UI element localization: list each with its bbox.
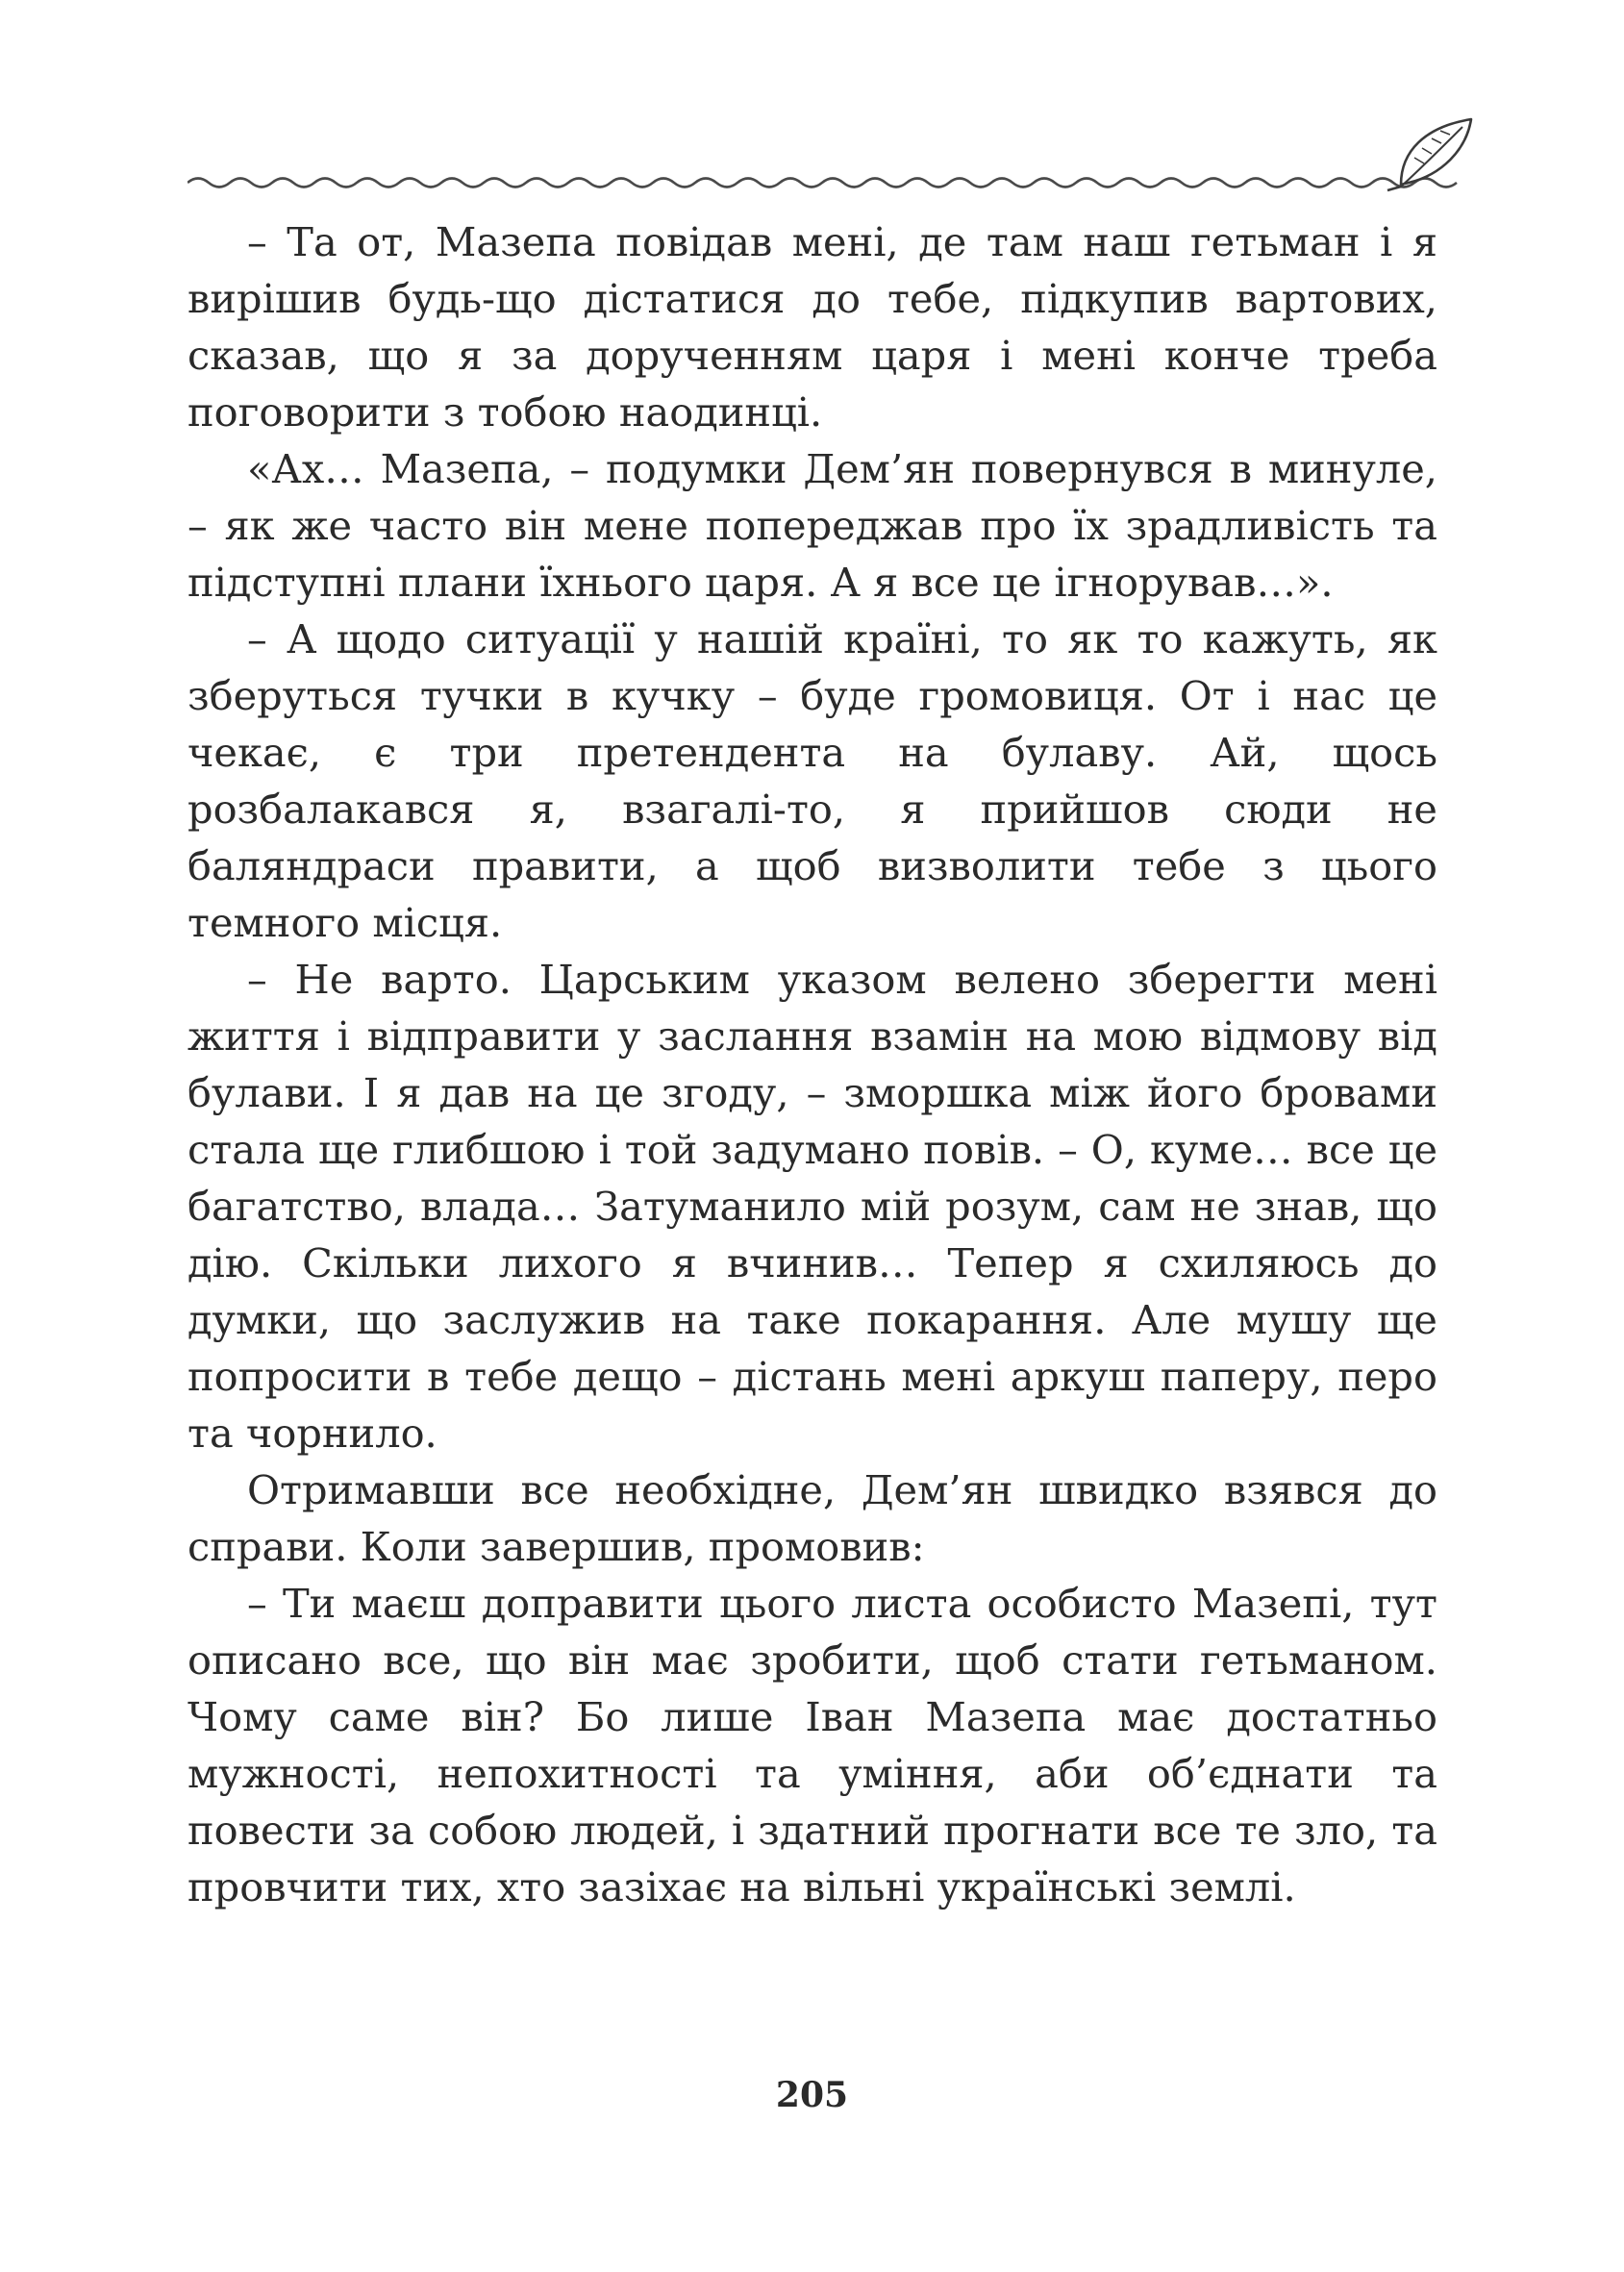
quill-wave-ornament-icon <box>187 113 1476 200</box>
page-number: 205 <box>775 2075 849 2115</box>
paragraph: «Ах… Мазепа, – подумки Дем’ян повернувся в минуле, – як же часто він мене попереджав про їх зрадливість та підступні плани їхнього царя. А я все це ігнорував…». <box>187 445 1437 606</box>
wavy-line-icon <box>187 179 1457 187</box>
paragraph: – Та от, Мазепа повідав мені, де там наш гетьман і я вирішив будь-що дістатися до тебе, підкупив вартових, сказав, що я за дорученням царя і мені конче треба поговорити з тобою наодинці. <box>187 218 1437 436</box>
body-text <box>187 213 1437 1915</box>
paragraph: – Ти маєш доправити цього листа особисто Мазепі, тут описано все, що він має зробити, щоб стати гетьманом. Чому саме він? Бо лише Іван Мазепа має достатньо мужності, непохитності та уміння, аби об’єднати та повести за собою людей, і здатний прогнати все те зло, та провчити тих, хто зазіхає на вільні українські землі. <box>187 1580 1437 1910</box>
paragraph: – Не варто. Царським указом велено зберегти мені життя і відправити у заслання взамін на мою відмову від булави. І я дав на це згоду, – зморшка між його бровами стала ще глибшою і той задумано повів. – О, куме… все це багатство, влада… Затуманило мій розум, сам не знав, що дію. Скільки лихого я вчинив… Тепер я схиляюсь до думки, що заслужив на таке покарання. Але мушу ще попросити в тебе дещо – дістань мені аркуш паперу, перо та чорнило. <box>187 956 1437 1457</box>
paragraph: – А щодо ситуації у нашій країні, то як то кажуть, як зберуться тучки в кучку – буде громовиця. От і нас це чекає, є три претендента на булаву. Ай, щось розбалакався я, взагалі-то, я прийшов сюди не баляндраси правити, а щоб визволити тебе з цього темного місця. <box>187 615 1437 946</box>
paragraph: Отримавши все необхідне, Дем’ян швидко взявся до справи. Коли завершив, промовив: <box>187 1466 1437 1570</box>
